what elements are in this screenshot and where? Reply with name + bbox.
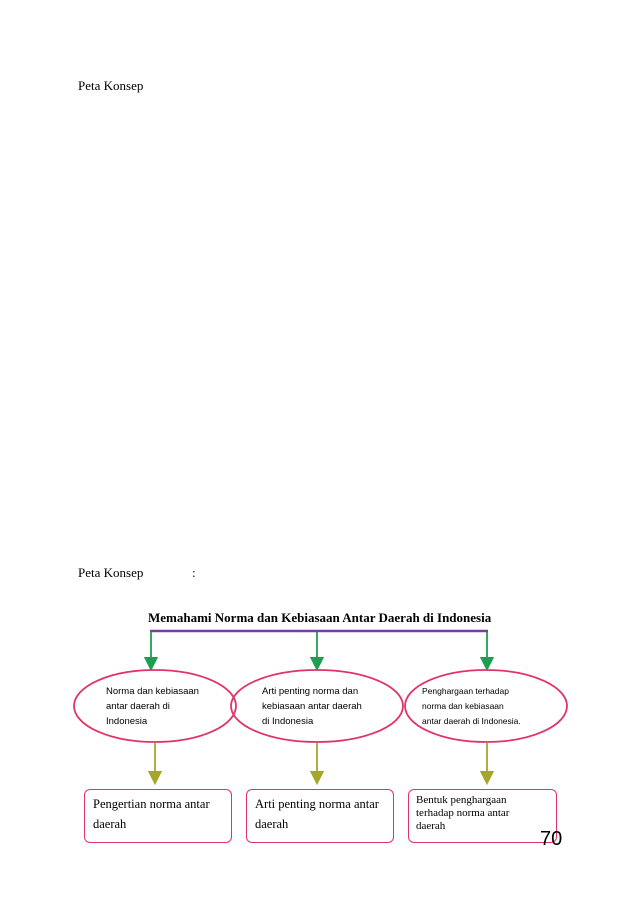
heading-colon: : (192, 565, 196, 580)
diagram-title: Memahami Norma dan Kebiasaan Antar Daerah di Indonesia (148, 610, 492, 625)
box-1-line-1: Pengertian norma antar (93, 797, 210, 811)
ellipse-1-text (106, 684, 226, 729)
ellipse-1-line-1: Norma dan kebiasaan (106, 686, 199, 697)
heading-peta-konsep-top: Peta Konsep (78, 78, 144, 93)
ellipse-3-line-1: Penghargaan terhadap (422, 686, 509, 696)
ellipse-2-text (262, 684, 382, 729)
ellipse-2-line-2: kebiasaan antar daerah (262, 701, 362, 712)
ellipse-1-line-3: Indonesia (106, 716, 148, 727)
ellipse-3-line-2: norma dan kebiasaan (422, 701, 504, 711)
page-number: 70 (540, 828, 563, 850)
ellipse-3-text (422, 684, 542, 729)
box-2-line-1: Arti penting norma antar (255, 797, 379, 811)
ellipse-2-line-3: di Indonesia (262, 716, 314, 727)
ellipse-2-line-1: Arti penting norma dan (262, 686, 359, 697)
box-3-line-3: daerah (416, 820, 446, 832)
box-2-line-2: daerah (255, 817, 289, 831)
box-3-line-2: terhadap norma antar (416, 807, 510, 819)
box-3-line-1: Bentuk penghargaan (416, 794, 507, 806)
box-bentuk-penghargaan (408, 789, 557, 843)
ellipse-3-line-3: antar daerah di Indonesia. (422, 716, 521, 726)
box-arti-penting-norma (246, 789, 394, 843)
box-pengertian-norma (84, 789, 232, 843)
ellipse-1-line-2: antar daerah di (106, 701, 170, 712)
heading-peta-konsep: Peta Konsep (78, 565, 144, 580)
box-1-line-2: daerah (93, 817, 127, 831)
